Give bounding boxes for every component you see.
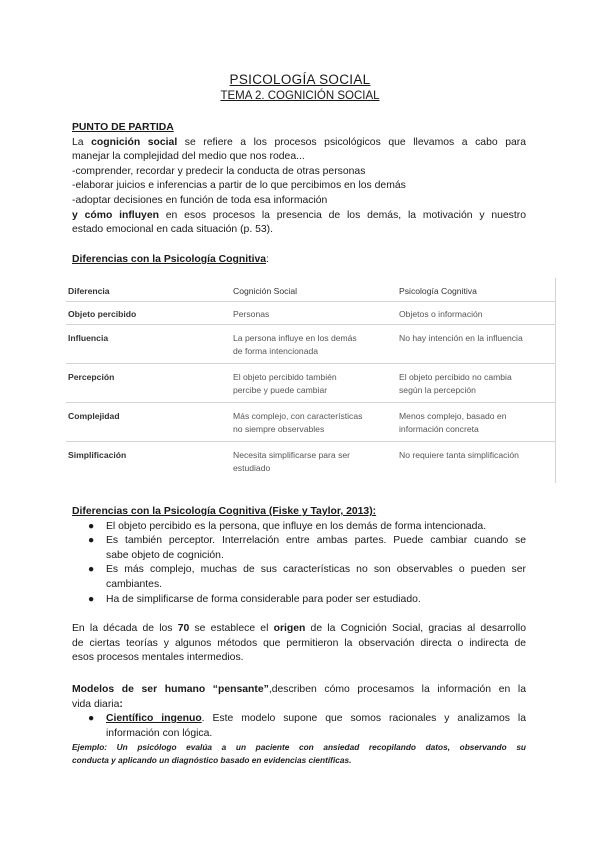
intro-item: -comprender, recordar y predecir la conducta de otras personas: [72, 165, 366, 177]
table-cell-text: El objeto percibido también: [233, 372, 337, 382]
table-cell-text: no siempre observables: [233, 423, 325, 434]
origin-term: origen: [273, 623, 306, 634]
table-cell: [397, 449, 556, 482]
table-row: [66, 403, 556, 442]
decade-line2: de ciertas teorías y algunos métodos que permitieron la observación directa o indirecta de: [72, 637, 526, 649]
table-cell-text: Objetos o información: [399, 309, 483, 319]
table-header-cell: Cognición Social: [233, 286, 298, 296]
influence-paragraph-line1: [72, 209, 526, 224]
table-right-border: [555, 278, 556, 483]
list-item-text: [106, 712, 526, 727]
intro-item: -elaborar juicios e inferencias a partir de lo que percibimos en los demás: [72, 180, 406, 192]
bullet-icon: ●: [88, 593, 95, 605]
models-line2: [72, 698, 526, 713]
models-section: [72, 683, 526, 766]
intro-text: La: [72, 136, 92, 148]
table-row: [66, 364, 556, 403]
table-row: [66, 302, 556, 325]
intro-text: se refiere a los procesos psicológicos que llevamos a cabo para: [177, 136, 526, 148]
table-cell: [231, 449, 397, 482]
table-cell-text: No hay intención en la influencia: [399, 333, 523, 343]
intro-section: [72, 121, 526, 238]
bullet-icon: ●: [88, 564, 95, 576]
table-header-row: [66, 278, 556, 302]
table-cell-text: información concreta: [399, 423, 479, 434]
decade-number: 70: [177, 623, 190, 634]
fiske-section: [72, 505, 526, 607]
document-subtitle: TEMA 2. COGNICIÓN SOCIAL: [220, 90, 380, 102]
list-item-text: Es más complejo, muchas de sus características no son observables o pueden ser: [106, 564, 526, 576]
fiske-heading: Diferencias con la Psicología Cognitiva (Fiske y Taylor, 2013):: [72, 506, 377, 517]
table-cell-text: de forma intencionada: [233, 345, 319, 356]
table-cell-text: La persona influye en los demás: [233, 333, 357, 343]
table-row-label: Influencia: [68, 333, 109, 343]
list-item: [72, 534, 526, 563]
decade-line3: esos procesos mentales intermedios.: [72, 652, 244, 664]
table-cell: [397, 371, 556, 402]
influence-paragraph-line2: estado emocional en cada situación (p. 53).: [72, 224, 274, 236]
cientifico-ingenuo-term: Científico ingenuo: [106, 713, 202, 725]
table-heading-line: [72, 253, 526, 268]
list-item-text-rest: . Este modelo supone que somos racionales y analizamos la: [201, 713, 526, 725]
list-item-text: cambiantes.: [106, 578, 163, 590]
list-item: [72, 563, 526, 592]
table-cell: [397, 332, 556, 363]
table-cell: [397, 410, 556, 441]
models-colon: :: [119, 698, 123, 710]
decade-text: de la Cognición Social, gracias al desarrollo: [305, 623, 526, 634]
intro-paragraph-line2: manejar la complejidad del medio que nos rodea...: [72, 151, 305, 163]
list-item: [72, 593, 526, 608]
table-cell-text: No requiere tanta simplificación: [399, 450, 519, 460]
list-item-text: sabe objeto de cognición.: [106, 549, 224, 561]
table-row: [66, 325, 556, 364]
comparison-table: [66, 278, 556, 482]
intro-paragraph-line1: [72, 136, 526, 151]
bullet-icon: ●: [88, 713, 95, 725]
table-row: [66, 442, 556, 482]
table-header-cell: Diferencia: [68, 286, 110, 296]
table-row-label: Percepción: [68, 372, 115, 382]
models-term: Modelos de ser humano “pensante”: [72, 684, 269, 695]
decade-text: se establece el: [189, 623, 274, 634]
table-cell: [231, 410, 397, 441]
table-cell-text: percibe y puede cambiar: [233, 384, 328, 395]
table-header-cell: Psicología Cognitiva: [399, 286, 477, 296]
cognicion-social-term: cognición social: [91, 136, 178, 148]
table-row-label: Complejidad: [68, 411, 120, 421]
table-cell-text: según la percepción: [399, 384, 476, 395]
influence-text: en esos procesos la presencia de los demás, la motivación y nuestro: [158, 209, 526, 221]
intro-item: -adoptar decisiones en función de toda esa información: [72, 194, 328, 206]
table-row-label: Simplificación: [68, 450, 127, 460]
bullet-icon: ●: [88, 520, 95, 532]
list-item-text: Es también perceptor. Interrelación entre ambas partes. Puede cambiar cuando se: [106, 535, 526, 547]
intro-heading: PUNTO DE PARTIDA: [72, 122, 174, 133]
bullet-icon: ●: [88, 535, 95, 547]
example-line1: Ejemplo: Un psicólogo evalúa a un paciente con ansiedad recopilando datos, observando su: [72, 742, 526, 753]
list-item: [72, 712, 526, 741]
table-row-label: Objeto percibido: [68, 309, 137, 319]
influence-term: y cómo influyen: [72, 209, 159, 221]
table-cell-text: Más complejo, con características: [233, 411, 363, 421]
decade-paragraph: [72, 622, 526, 666]
list-item-text: Ha de simplificarse de forma considerable para poder ser estudiado.: [106, 593, 421, 605]
models-bullet-list: [72, 712, 526, 741]
list-item: [72, 520, 526, 535]
example-line2: conducta y aplicando un diagnóstico basado en evidencias científicas.: [72, 754, 352, 765]
list-item-text: El objeto percibido es la persona, que influye en los demás de forma intencionada.: [106, 520, 487, 532]
list-item-text: información con lógica.: [106, 727, 213, 739]
table-cell-text: El objeto percibido no cambia: [399, 372, 512, 382]
table-cell-text: Necesita simplificarse para ser: [233, 450, 351, 460]
fiske-bullet-list: [72, 520, 526, 608]
table-cell: [231, 332, 397, 363]
table-heading-colon: :: [266, 254, 269, 265]
document-title: PSICOLOGÍA SOCIAL: [229, 72, 371, 87]
table-cell-text: Personas: [233, 309, 270, 319]
table-cell: [231, 308, 397, 324]
table-cell: [231, 371, 397, 402]
table-heading: Diferencias con la Psicología Cognitiva: [72, 254, 267, 265]
decade-text: En la década de los: [72, 623, 178, 634]
table-cell-text: estudiado: [233, 462, 271, 473]
table-cell-text: Menos complejo, basado en: [399, 411, 507, 421]
models-line1: [72, 683, 526, 698]
decade-line1: [72, 622, 526, 637]
models-text: vida diaria: [72, 698, 120, 710]
table-cell: [397, 308, 556, 324]
models-text: ,describen cómo procesamos la información en la: [268, 684, 526, 695]
